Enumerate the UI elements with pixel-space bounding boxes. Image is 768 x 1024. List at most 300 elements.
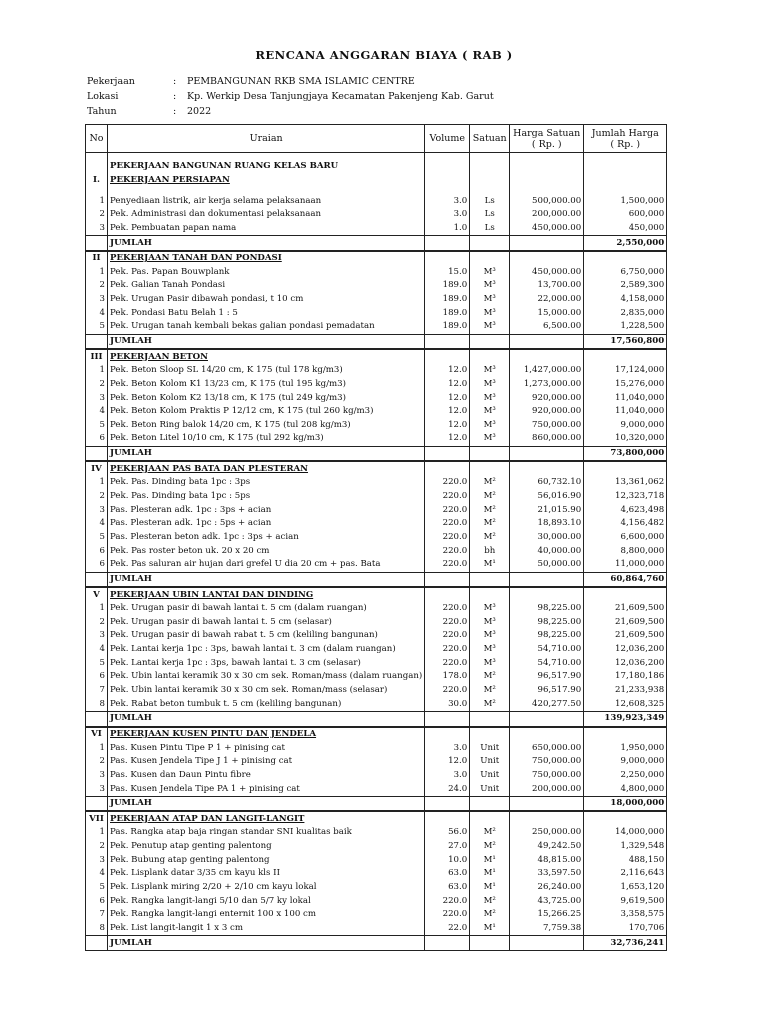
row-volume: 220.0 [425, 629, 470, 643]
row-jumlah: 13,361,062 [584, 476, 667, 490]
row-no: 3 [86, 222, 108, 236]
row-jumlah: 12,036,200 [584, 643, 667, 657]
row-volume: 12.0 [425, 419, 470, 433]
row-no: 8 [86, 697, 108, 711]
document-title: RENCANA ANGGARAN BIAYA ( RAB ) [255, 48, 513, 62]
row-harga: 7,759.38 [510, 922, 584, 936]
subtotal-row [86, 446, 667, 461]
table-row [86, 364, 667, 378]
info-label: Pekerjaan [87, 76, 135, 87]
row-volume: 63.0 [425, 867, 470, 881]
row-no: II [86, 251, 108, 266]
row-volume [425, 711, 470, 726]
table-row [86, 643, 667, 657]
row-satuan: M³ [470, 265, 510, 279]
row-harga: 920,000.00 [510, 405, 584, 419]
row-harga: 18,893.10 [510, 517, 584, 531]
row-no: 4 [86, 405, 108, 419]
row-uraian: PEKERJAAN TANAH DAN PONDASI [108, 251, 425, 266]
row-volume: 10.0 [425, 853, 470, 867]
subtotal-row [86, 572, 667, 587]
row-jumlah: 4,800,000 [584, 782, 667, 796]
row-volume: 220.0 [425, 602, 470, 616]
row-uraian: Pas. Kusen Pintu Tipe P 1 + pinising cat [108, 741, 425, 755]
table-row [86, 894, 667, 908]
row-jumlah: 3,358,575 [584, 908, 667, 922]
row-harga: 420,277.50 [510, 697, 584, 711]
row-harga [510, 811, 584, 826]
row-harga: 450,000.00 [510, 222, 584, 236]
row-jumlah: 8,800,000 [584, 544, 667, 558]
row-no: 5 [86, 419, 108, 433]
table-row [86, 544, 667, 558]
row-uraian: Pas. Kusen Jendela Tipe PA 1 + pinising cat [108, 782, 425, 796]
row-satuan: M³ [470, 629, 510, 643]
row-satuan: M² [470, 684, 510, 698]
subtotal-row [86, 236, 667, 251]
row-volume [425, 727, 470, 742]
row-jumlah: 6,750,000 [584, 265, 667, 279]
row-uraian [108, 153, 425, 161]
row-satuan: M² [470, 531, 510, 545]
row-satuan [470, 461, 510, 476]
row-satuan: M³ [470, 306, 510, 320]
table-header [86, 125, 667, 153]
row-jumlah: 18,000,000 [584, 796, 667, 811]
row-volume: 220.0 [425, 503, 470, 517]
row-harga: 22,000.00 [510, 293, 584, 307]
row-jumlah: 10,320,000 [584, 432, 667, 446]
row-satuan: Unit [470, 782, 510, 796]
row-uraian: Pek. Galian Tanah Pondasi [108, 279, 425, 293]
row-harga: 750,000.00 [510, 769, 584, 783]
row-satuan: Ls [470, 208, 510, 222]
row-no: IV [86, 461, 108, 476]
row-jumlah [584, 160, 667, 174]
row-volume: 3.0 [425, 741, 470, 755]
row-uraian: Pek. Pembuatan papan nama [108, 222, 425, 236]
table-row [86, 187, 667, 194]
row-uraian: Pek. Beton Sloop SL 14/20 cm, K 175 (tul 178 kg/m3) [108, 364, 425, 378]
row-no: 6 [86, 558, 108, 572]
table-row [86, 629, 667, 643]
row-satuan [470, 936, 510, 951]
row-jumlah: 170,706 [584, 922, 667, 936]
row-volume: 178.0 [425, 670, 470, 684]
row-volume: 3.0 [425, 208, 470, 222]
table-row [86, 670, 667, 684]
row-no: 8 [86, 922, 108, 936]
row-satuan [470, 727, 510, 742]
section-row [86, 349, 667, 364]
row-jumlah: 1,950,000 [584, 741, 667, 755]
row-no: 2 [86, 208, 108, 222]
row-jumlah: 9,619,500 [584, 894, 667, 908]
row-harga: 1,273,000.00 [510, 378, 584, 392]
row-jumlah: 2,116,643 [584, 867, 667, 881]
row-uraian: Pas. Kusen dan Daun Pintu fibre [108, 769, 425, 783]
row-jumlah: 600,000 [584, 208, 667, 222]
row-harga: 49,242.50 [510, 840, 584, 854]
section-row [86, 587, 667, 602]
table-row [86, 293, 667, 307]
header-uraian: Uraian [108, 125, 425, 153]
row-jumlah: 32,736,241 [584, 936, 667, 951]
row-jumlah: 6,600,000 [584, 531, 667, 545]
row-no: 6 [86, 670, 108, 684]
row-harga: 30,000.00 [510, 531, 584, 545]
row-harga: 200,000.00 [510, 208, 584, 222]
table-row [86, 391, 667, 405]
row-no: 5 [86, 531, 108, 545]
section-row [86, 811, 667, 826]
table-row [86, 602, 667, 616]
row-uraian: PEKERJAAN ATAP DAN LANGIT-LANGIT [108, 811, 425, 826]
row-uraian [108, 187, 425, 194]
row-harga: 750,000.00 [510, 755, 584, 769]
row-no: 4 [86, 643, 108, 657]
row-jumlah: 4,623,498 [584, 503, 667, 517]
row-harga [510, 936, 584, 951]
info-pekerjaan: Pekerjaan : PEMBANGUNAN RKB SMA ISLAMIC CENTRE [87, 76, 415, 87]
row-harga [510, 727, 584, 742]
row-satuan: M² [470, 826, 510, 840]
row-no: 3 [86, 391, 108, 405]
row-harga [510, 572, 584, 587]
row-no: 5 [86, 881, 108, 895]
row-uraian: Pek. List langit-langit 1 x 3 cm [108, 922, 425, 936]
row-jumlah [584, 153, 667, 161]
row-uraian: Pek. Lantai kerja 1pc : 3ps, bawah lantai t. 3 cm (selasar) [108, 656, 425, 670]
row-volume [425, 174, 470, 188]
row-harga: 26,240.00 [510, 881, 584, 895]
info-tahun: Tahun : 2022 [87, 106, 212, 117]
row-jumlah [584, 251, 667, 266]
row-harga [510, 796, 584, 811]
row-uraian: Pek. Urugan tanah kembali bekas galian pondasi pemadatan [108, 320, 425, 334]
row-uraian: Pek. Rangka langit-langi enternit 100 x 100 cm [108, 908, 425, 922]
row-no [86, 446, 108, 461]
row-volume: 220.0 [425, 544, 470, 558]
row-volume: 27.0 [425, 840, 470, 854]
row-no: 5 [86, 656, 108, 670]
row-uraian: Pek. Pas. Papan Bouwplank [108, 265, 425, 279]
row-harga [510, 174, 584, 188]
table-row [86, 194, 667, 208]
row-satuan: M² [470, 697, 510, 711]
row-volume [425, 160, 470, 174]
row-harga: 60,732.10 [510, 476, 584, 490]
table-row [86, 656, 667, 670]
row-harga: 920,000.00 [510, 391, 584, 405]
row-satuan: M¹ [470, 867, 510, 881]
row-satuan: M² [470, 517, 510, 531]
row-satuan: M¹ [470, 881, 510, 895]
row-uraian: Pek. Urugan pasir di bawah rabat t. 5 cm (keliling bangunan) [108, 629, 425, 643]
row-satuan [470, 187, 510, 194]
subtotal-row [86, 711, 667, 726]
table-row [86, 684, 667, 698]
row-jumlah: 139,923,349 [584, 711, 667, 726]
row-uraian: PEKERJAAN BANGUNAN RUANG KELAS BARU [108, 160, 425, 174]
row-no: 7 [86, 908, 108, 922]
row-no: 6 [86, 894, 108, 908]
row-jumlah: 450,000 [584, 222, 667, 236]
header-harga-line2: ( Rp. ) [531, 138, 562, 150]
row-volume: 24.0 [425, 782, 470, 796]
row-no: 3 [86, 629, 108, 643]
row-harga: 96,517.90 [510, 670, 584, 684]
row-volume: 12.0 [425, 391, 470, 405]
row-satuan: M³ [470, 602, 510, 616]
info-value: PEMBANGUNAN RKB SMA ISLAMIC CENTRE [187, 76, 415, 87]
info-label: Tahun [87, 106, 117, 117]
row-volume [425, 236, 470, 251]
row-no: 4 [86, 867, 108, 881]
row-jumlah: 11,040,000 [584, 405, 667, 419]
row-jumlah: 17,124,000 [584, 364, 667, 378]
table-row [86, 222, 667, 236]
row-jumlah [584, 727, 667, 742]
row-jumlah: 60,864,760 [584, 572, 667, 587]
info-label: Lokasi [87, 91, 119, 102]
row-volume: 220.0 [425, 531, 470, 545]
row-satuan: M³ [470, 616, 510, 630]
row-no: 1 [86, 194, 108, 208]
row-volume: 189.0 [425, 279, 470, 293]
row-no: I. [86, 174, 108, 188]
row-jumlah: 11,040,000 [584, 391, 667, 405]
row-no: V [86, 587, 108, 602]
row-uraian: Pek. Lisplank datar 3/35 cm kayu kls II [108, 867, 425, 881]
row-harga: 96,517.90 [510, 684, 584, 698]
row-harga [510, 587, 584, 602]
row-uraian: JUMLAH [108, 711, 425, 726]
row-harga: 6,500.00 [510, 320, 584, 334]
row-jumlah [584, 349, 667, 364]
row-uraian: Pek. Beton Ring balok 14/20 cm, K 175 (tul 208 kg/m3) [108, 419, 425, 433]
row-volume [425, 936, 470, 951]
row-no: 6 [86, 544, 108, 558]
row-uraian: Pek. Pas. Dinding bata 1pc : 5ps [108, 490, 425, 504]
row-uraian: Pas. Rangka atap baja ringan standar SNI kualitas baik [108, 826, 425, 840]
row-jumlah: 15,276,000 [584, 378, 667, 392]
row-satuan [470, 153, 510, 161]
row-satuan [470, 251, 510, 266]
row-harga: 54,710.00 [510, 643, 584, 657]
row-satuan [470, 711, 510, 726]
table-row [86, 853, 667, 867]
row-uraian: Pek. Beton Kolom K1 13/23 cm, K 175 (tul 195 kg/m3) [108, 378, 425, 392]
row-jumlah [584, 587, 667, 602]
row-harga: 48,815.00 [510, 853, 584, 867]
row-satuan [470, 160, 510, 174]
row-no: 2 [86, 378, 108, 392]
row-no: III [86, 349, 108, 364]
header-jumlah [584, 125, 667, 153]
row-harga [510, 236, 584, 251]
row-uraian: Pek. Urugan pasir di bawah lantai t. 5 cm (selasar) [108, 616, 425, 630]
row-jumlah: 488,150 [584, 853, 667, 867]
row-volume [425, 349, 470, 364]
row-no: 1 [86, 741, 108, 755]
row-uraian: Pek. Lisplank miring 2/20 + 2/10 cm kayu lokal [108, 881, 425, 895]
row-jumlah: 2,589,300 [584, 279, 667, 293]
row-jumlah: 14,000,000 [584, 826, 667, 840]
row-jumlah: 21,609,500 [584, 616, 667, 630]
row-uraian: Pek. Rangka langit-langi 5/10 dan 5/7 ky lokal [108, 894, 425, 908]
row-jumlah: 2,835,000 [584, 306, 667, 320]
table-row [86, 378, 667, 392]
table-row [86, 517, 667, 531]
row-uraian: Pek. Urugan pasir di bawah lantai t. 5 cm (dalam ruangan) [108, 602, 425, 616]
row-no [86, 187, 108, 194]
table-row [86, 405, 667, 419]
row-harga: 750,000.00 [510, 419, 584, 433]
row-no: 4 [86, 517, 108, 531]
row-volume [425, 461, 470, 476]
table-row [86, 320, 667, 334]
row-volume: 220.0 [425, 558, 470, 572]
row-uraian: Pek. Pas. Dinding bata 1pc : 3ps [108, 476, 425, 490]
row-satuan: M³ [470, 279, 510, 293]
row-jumlah: 1,653,120 [584, 881, 667, 895]
row-volume: 12.0 [425, 432, 470, 446]
row-jumlah: 17,560,800 [584, 334, 667, 349]
info-value: 2022 [187, 106, 212, 117]
row-no [86, 936, 108, 951]
row-no: 1 [86, 265, 108, 279]
row-no: 7 [86, 684, 108, 698]
row-no: 3 [86, 853, 108, 867]
row-uraian: Pek. Beton Kolom K2 13/18 cm, K 175 (tul 249 kg/m3) [108, 391, 425, 405]
row-volume: 189.0 [425, 306, 470, 320]
row-no [86, 572, 108, 587]
row-satuan: M¹ [470, 853, 510, 867]
table-row [86, 432, 667, 446]
row-uraian: Pek. Rabat beton tumbuk t. 5 cm (keliling bangunan) [108, 697, 425, 711]
row-satuan: M² [470, 670, 510, 684]
row-harga: 15,000.00 [510, 306, 584, 320]
row-uraian: PEKERJAAN PAS BATA DAN PLESTERAN [108, 461, 425, 476]
section-row [86, 461, 667, 476]
row-no: VI [86, 727, 108, 742]
table-row [86, 782, 667, 796]
row-harga: 98,225.00 [510, 602, 584, 616]
row-harga: 43,725.00 [510, 894, 584, 908]
row-uraian: Pek. Ubin lantai keramik 30 x 30 cm sek. Roman/mass (selasar) [108, 684, 425, 698]
row-uraian: Pas. Plesteran adk. 1pc : 3ps + acian [108, 503, 425, 517]
info-value: Kp. Werkip Desa Tanjungjaya Kecamatan Pakenjeng Kab. Garut [187, 91, 494, 102]
table-row [86, 922, 667, 936]
header-no: No [86, 125, 108, 153]
row-volume: 220.0 [425, 684, 470, 698]
row-volume: 12.0 [425, 405, 470, 419]
row-no: 2 [86, 279, 108, 293]
row-uraian: Pas. Plesteran beton adk. 1pc : 3ps + acian [108, 531, 425, 545]
row-harga: 40,000.00 [510, 544, 584, 558]
row-harga: 500,000.00 [510, 194, 584, 208]
row-uraian: Pek. Beton Litel 10/10 cm, K 175 (tul 292 kg/m3) [108, 432, 425, 446]
table-row [86, 531, 667, 545]
row-harga: 13,700.00 [510, 279, 584, 293]
row-no: 3 [86, 769, 108, 783]
row-volume [425, 446, 470, 461]
row-volume: 3.0 [425, 769, 470, 783]
row-no [86, 236, 108, 251]
row-jumlah: 9,000,000 [584, 419, 667, 433]
row-volume: 22.0 [425, 922, 470, 936]
row-satuan: Unit [470, 755, 510, 769]
row-harga: 54,710.00 [510, 656, 584, 670]
row-satuan [470, 572, 510, 587]
row-no: 6 [86, 432, 108, 446]
row-no: 3 [86, 503, 108, 517]
row-uraian: Pek. Lantai kerja 1pc : 3ps, bawah lantai t. 3 cm (dalam ruangan) [108, 643, 425, 657]
section-row [86, 727, 667, 742]
header-harga [510, 125, 584, 153]
row-uraian: PEKERJAAN KUSEN PINTU DAN JENDELA [108, 727, 425, 742]
row-no: 2 [86, 490, 108, 504]
row-uraian: Pek. Pondasi Batu Belah 1 : 5 [108, 306, 425, 320]
row-satuan [470, 446, 510, 461]
row-satuan [470, 349, 510, 364]
table-row [86, 153, 667, 161]
row-uraian: JUMLAH [108, 572, 425, 587]
row-satuan [470, 796, 510, 811]
row-no: 1 [86, 364, 108, 378]
row-uraian: Pek. Administrasi dan dokumentasi pelaksanaan [108, 208, 425, 222]
row-jumlah: 9,000,000 [584, 755, 667, 769]
header-jumlah-line2: ( Rp. ) [610, 138, 641, 150]
header-satuan: Satuan [470, 125, 510, 153]
table-row [86, 476, 667, 490]
row-jumlah: 11,000,000 [584, 558, 667, 572]
row-harga [510, 711, 584, 726]
row-volume: 220.0 [425, 894, 470, 908]
row-uraian: Pek. Pas saluran air hujan dari grefel U dia 20 cm + pas. Bata [108, 558, 425, 572]
row-satuan: M¹ [470, 558, 510, 572]
row-volume: 220.0 [425, 476, 470, 490]
row-satuan [470, 587, 510, 602]
table-row [86, 503, 667, 517]
row-satuan [470, 236, 510, 251]
row-no: 1 [86, 826, 108, 840]
row-satuan: Ls [470, 194, 510, 208]
row-jumlah [584, 461, 667, 476]
row-satuan: Unit [470, 741, 510, 755]
row-no [86, 796, 108, 811]
row-harga: 98,225.00 [510, 616, 584, 630]
row-satuan: M³ [470, 419, 510, 433]
row-no: 1 [86, 602, 108, 616]
row-satuan: M² [470, 894, 510, 908]
row-satuan: M³ [470, 405, 510, 419]
row-uraian: JUMLAH [108, 936, 425, 951]
row-no: 2 [86, 755, 108, 769]
table-row [86, 881, 667, 895]
row-volume: 220.0 [425, 517, 470, 531]
row-satuan [470, 334, 510, 349]
row-jumlah: 17,180,186 [584, 670, 667, 684]
row-volume [425, 587, 470, 602]
row-no: 3 [86, 782, 108, 796]
row-volume [425, 796, 470, 811]
table-row [86, 279, 667, 293]
row-no: 1 [86, 476, 108, 490]
row-jumlah: 21,609,500 [584, 602, 667, 616]
row-jumlah: 21,233,938 [584, 684, 667, 698]
